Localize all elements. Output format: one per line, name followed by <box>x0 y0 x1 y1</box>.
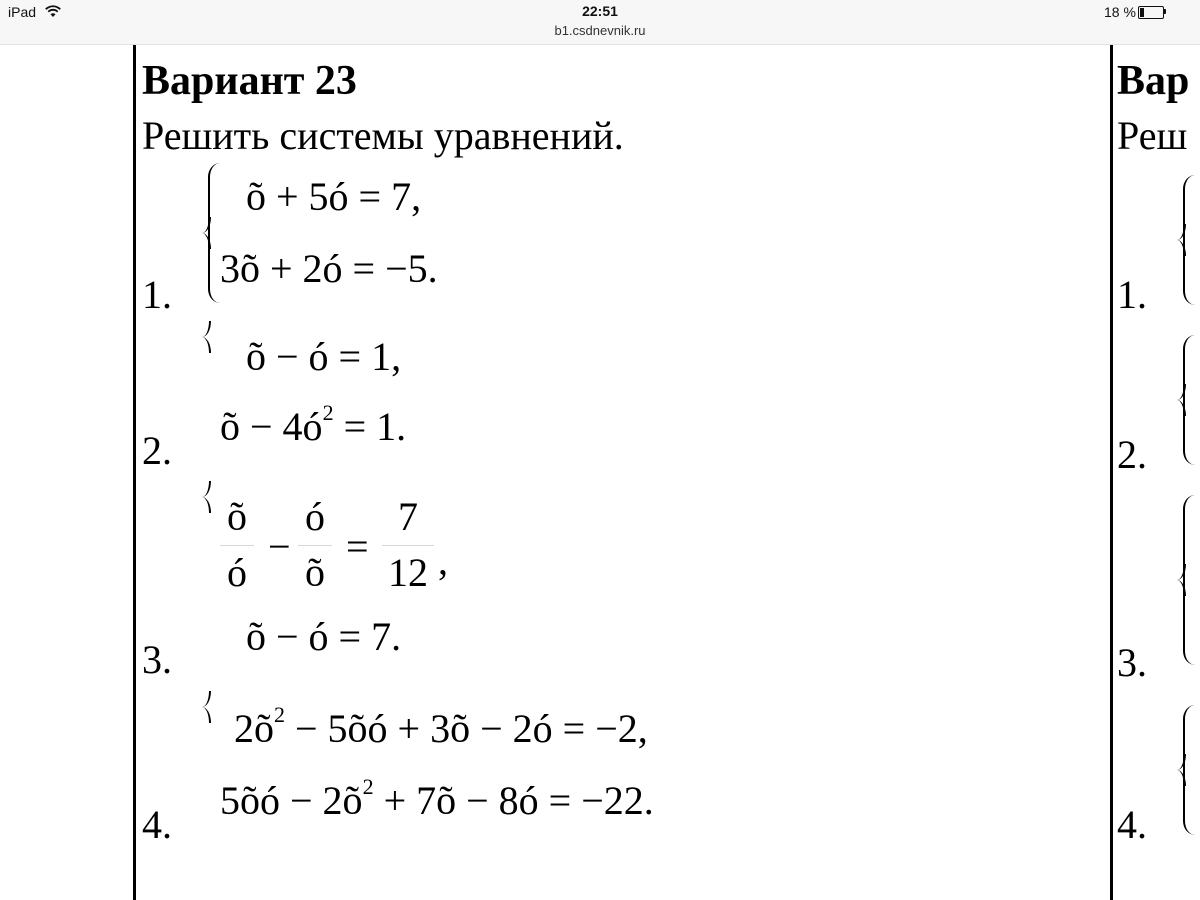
minus-sign: − <box>268 524 291 569</box>
numerator: 7 <box>398 494 418 539</box>
denominator: õ <box>305 550 325 595</box>
battery-tip <box>1164 9 1166 14</box>
fraction-bar <box>298 545 332 546</box>
fraction <box>382 494 434 597</box>
exponent: 2 <box>274 702 285 727</box>
equation <box>234 702 648 757</box>
problem-number: 4. <box>1117 802 1147 847</box>
system-brace <box>1183 335 1195 465</box>
problem-number: 3. <box>1117 640 1147 685</box>
system-brace <box>1183 175 1195 305</box>
system-brace <box>1183 495 1195 665</box>
page-border-left <box>133 45 136 900</box>
numerator: õ <box>227 494 247 539</box>
problem-number: 1. <box>1117 272 1147 317</box>
system-brace <box>208 163 220 303</box>
denominator: ó <box>227 550 247 595</box>
status-bar <box>0 0 1200 45</box>
page-border-right <box>1110 45 1113 900</box>
numerator: ó <box>305 494 325 539</box>
equation <box>220 774 654 829</box>
equation: 3õ + 2ó = −5. <box>220 246 438 291</box>
exponent: 2 <box>322 400 334 425</box>
exponent: 2 <box>362 774 374 799</box>
equation-part: − 5õó + 3õ − 2ó = −2, <box>285 706 648 751</box>
battery-icon <box>1138 6 1164 19</box>
battery-percent: 18 % <box>1104 4 1136 20</box>
equals-sign: = <box>346 524 369 569</box>
equation: õ − ó = 1, <box>246 334 402 379</box>
fraction-bar <box>220 545 254 546</box>
variant-title: Вариант 23 <box>142 58 357 104</box>
equation <box>220 400 407 455</box>
comma: , <box>438 538 448 583</box>
system-brace <box>1183 705 1195 835</box>
problem-number: 1. <box>142 272 172 317</box>
problem-number: 4. <box>142 802 172 847</box>
fraction-bar <box>382 545 434 546</box>
instruction-text: Решить системы уравнений. <box>142 113 624 158</box>
address-url[interactable]: b1.csdnevnik.ru <box>554 23 646 38</box>
equation-part: = 1. <box>333 404 407 449</box>
clock: 22:51 <box>582 3 618 19</box>
equation: õ − ó = 7. <box>246 614 402 659</box>
instruction-text: Реш <box>1117 113 1188 158</box>
problem-number: 2. <box>1117 432 1147 477</box>
next-page-fragment <box>1117 45 1200 900</box>
denominator: 12 <box>388 550 428 595</box>
equation-part: õ − 4ó <box>220 404 323 449</box>
equation: õ + 5ó = 7, <box>246 174 422 219</box>
variant-title: Вар <box>1117 58 1190 104</box>
equation-part: 2õ <box>234 706 274 751</box>
problem-number: 3. <box>142 637 172 682</box>
fraction <box>298 494 332 597</box>
problem-number: 2. <box>142 428 172 473</box>
worksheet-page <box>142 45 1102 900</box>
fraction <box>220 494 254 597</box>
device-label: iPad <box>8 4 37 20</box>
equation-part: + 7õ − 8ó = −22. <box>373 778 654 823</box>
equation-part: 5õó − 2õ <box>220 778 363 823</box>
